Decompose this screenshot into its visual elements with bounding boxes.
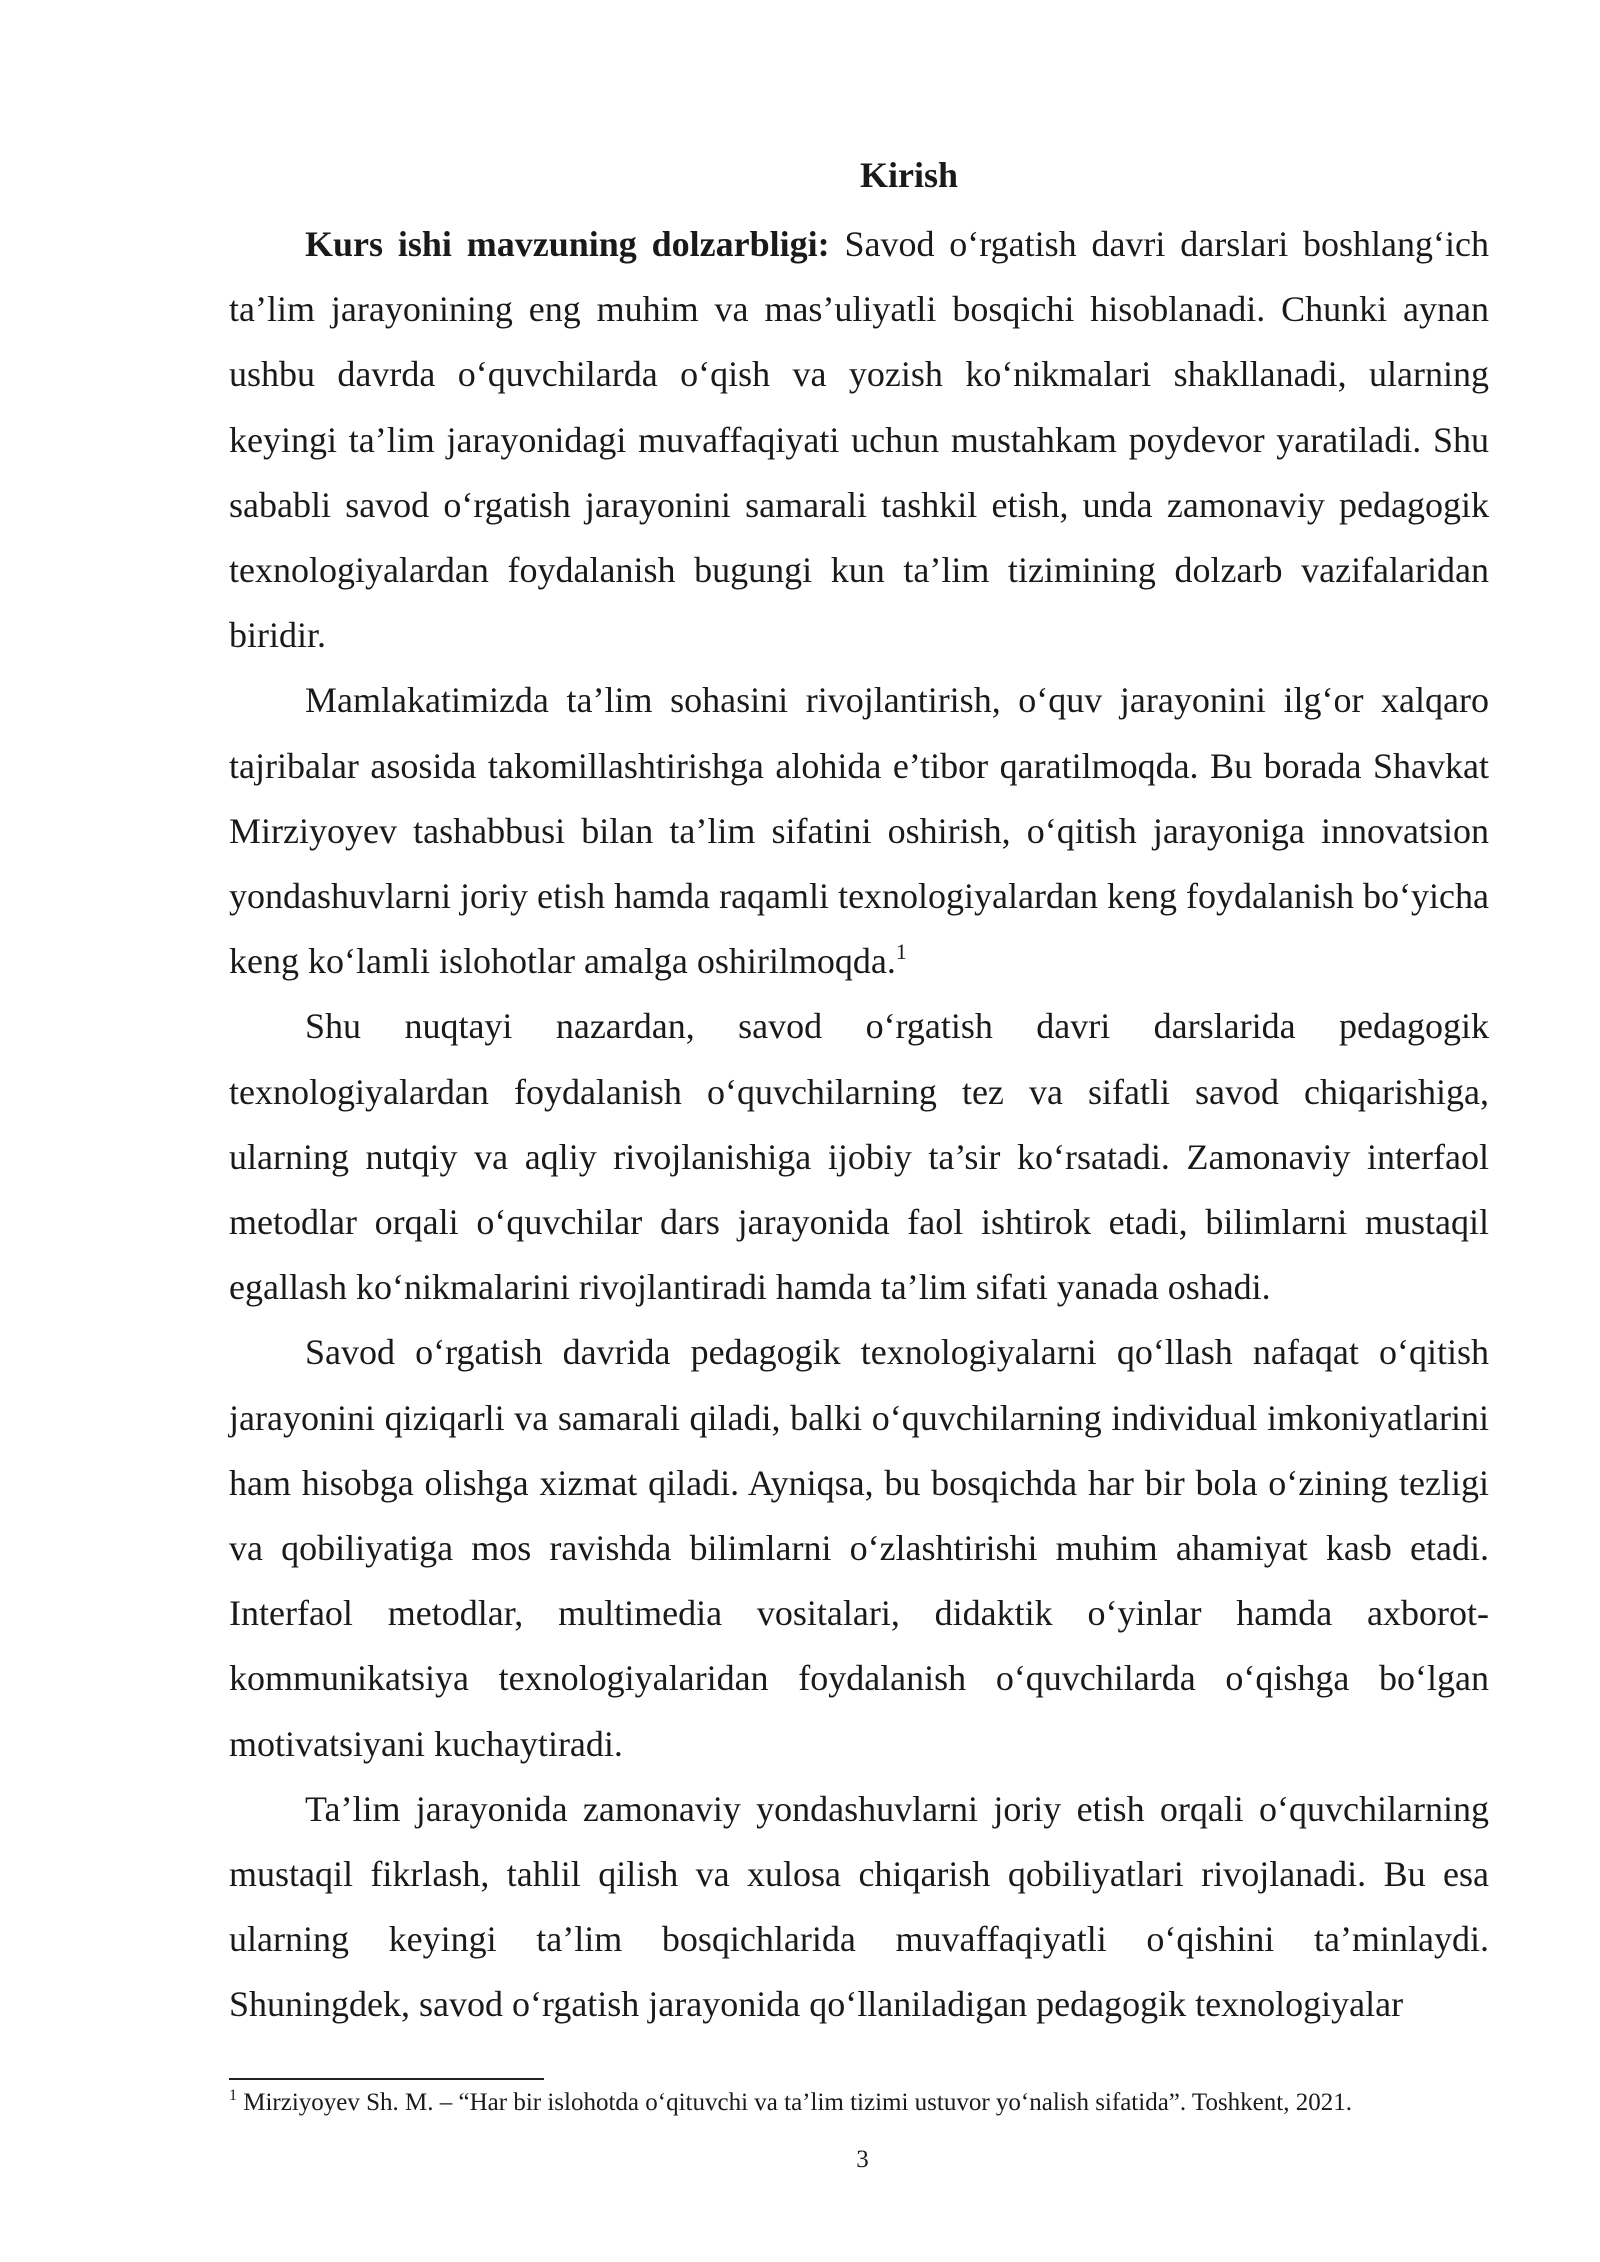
paragraph-technologies — [229, 1320, 1489, 1776]
technologies-text: Savod o‘rgatish davrida pedagogik texnologiyalarni qo‘llash nafaqat o‘qitish jarayonini qiziqarli va samarali qiladi, balki o‘quvchilarning individual imkoniyatlarini ham hisobga olishga xizmat qiladi. Ayniqsa, bu bosqichda har bir bola o‘zining tezligi va qobiliyatiga mos ravishda bilimlarni o‘zlashtirishi muhim ahamiyat kasb etadi. Interfaol metodlar, multimedia vositalari, didaktik o‘yinlar hamda axborot-kommunikatsiya texnologiyalaridan foydalanish o‘quvchilarda o‘qishga bo‘lgan motivatsiyani kuchaytiradi. — [229, 1332, 1489, 1764]
relevance-lead: Kurs ishi mavzuning dolzarbligi: — [305, 224, 830, 264]
footnote-marker: 1 — [229, 2087, 237, 2104]
paragraph-relevance — [229, 212, 1489, 668]
footnote — [229, 2086, 1489, 2120]
paragraph-perspective — [229, 994, 1489, 1320]
approaches-text: Ta’lim jarayonida zamonaviy yondashuvlarni joriy etish orqali o‘quvchilarning mustaqil fikrlash, tahlil qilish va xulosa chiqarish qobiliyatlari rivojlanadi. Bu esa ularning keyingi ta’lim bosqichlarida muvaffaqiyatli o‘qishini ta’minlaydi. Shuningdek, savod o‘rgatish jarayonida qo‘llaniladigan pedagogik texnologiyalar — [229, 1788, 1489, 2025]
perspective-text: Shu nuqtayi nazardan, savod o‘rgatish davri darslarida pedagogik texnologiyalardan foydalanish o‘quvchilarning tez va sifatli savod chiqarishiga, ularning nutqiy va aqliy rivojlanishiga ijobiy ta’sir ko‘rsatadi. Zamonaviy interfaol metodlar orqali o‘quvchilar dars jarayonida faol ishtirok etadi, bilimlarni mustaqil egallash ko‘nikmalarini rivojlantiradi hamda ta’lim sifati yanada oshadi. — [229, 1006, 1489, 1308]
page-title: Kirish — [859, 155, 958, 195]
reforms-text: Mamlakatimizda ta’lim sohasini rivojlantirish, o‘quv jarayonini ilg‘or xalqaro tajribalar asosida takomillashtirishga alohida e’tibor qaratilmoqda. Bu borada Shavkat Mirziyoyev tashabbusi bilan ta’lim sifatini oshirish, o‘qitish jarayoniga innovatsion yondashuvlarni joriy etish hamda raqamli texnologiyalardan keng foydalanish bo‘yicha keng ko‘lamli islohotlar amalga oshirilmoqda. — [229, 680, 1489, 982]
page-number: 3 — [856, 2146, 869, 2173]
paragraph-approaches — [229, 1777, 1489, 2038]
relevance-text: Savod o‘rgatish davri darslari boshlang‘ich ta’lim jarayonining eng muhim va mas’uliyatli bosqichi hisoblanadi. Chunki aynan ushbu davrda o‘quvchilarda o‘qish va yozish ko‘nikmalari shakllanadi, ularning keyingi ta’lim jarayonidagi muvaffaqiyati uchun mustahkam poydevor yaratiladi. Shu sababli savod o‘rgatish jarayonini samarali tashkil etish, unda zamonaviy pedagogik texnologiyalardan foydalanish bugungi kun ta’lim tizimining dolzarb vazifalaridan biridir. — [229, 224, 1490, 656]
footnote-text: Mirziyoyev Sh. M. – “Har bir islohotda o‘qituvchi va ta’lim tizimi ustuvor yo‘nalish sifatida”. Toshkent, 2021. — [237, 2089, 1352, 2116]
paragraph-reforms — [229, 668, 1489, 994]
footnote-separator — [229, 2078, 544, 2080]
footnote-reference[interactable]: 1 — [895, 939, 907, 965]
page-body — [229, 150, 1489, 2038]
